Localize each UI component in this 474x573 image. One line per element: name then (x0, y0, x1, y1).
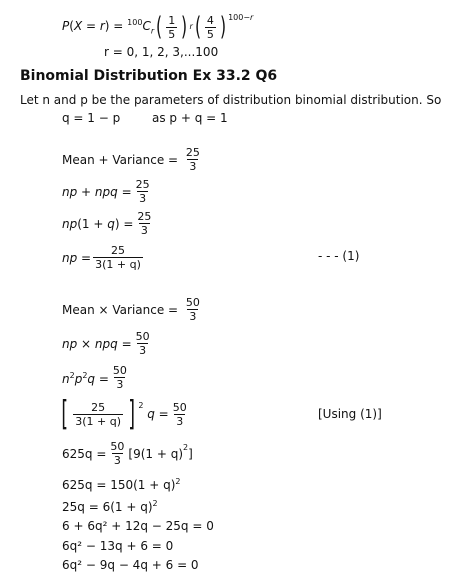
eq-np-npq: np + npq = $\frac{25}{3}$ (62, 178, 150, 205)
q-definition: q = 1 − p (62, 111, 121, 125)
fraction-50-3: 50 3 (185, 296, 200, 323)
eq-np-1q: np(1 + q) = $\frac{25}{3}$ (62, 210, 152, 237)
q-reason: as p + q = 1 (152, 111, 228, 125)
range-line: r = 0, 1, 2, 3,...100 (104, 45, 219, 59)
eq-n2p2q: $n^2p^2q$ = $\frac{50}{3}$ (62, 364, 127, 391)
eq-substitution: [ 25 3(1 + q) ] $^2$ q = $\frac{50}{3}$ (61, 394, 187, 434)
paren-close: ) (181, 12, 188, 42)
eq-625q-b: $625q = 150(1 + q)^2$ (62, 477, 181, 492)
intro-text: Let n and p be the parameters of distribution binomial distribution. So (20, 93, 442, 107)
equation-ref: - - - (1) (318, 249, 360, 263)
paren-open-2: ( (194, 12, 201, 42)
pmf-lhs: $P(X = r) = ^{100}C_r$ (62, 17, 155, 36)
fraction-25-3: $\frac{25}{3}$ (137, 210, 152, 237)
mean-plus-variance-eq: Mean + Variance = 25 3 (62, 146, 200, 173)
fraction-25-3-1q: 25 3(1 + q) (75, 400, 122, 428)
fraction-25-3: $\frac{25}{3}$ (135, 178, 150, 205)
fraction-50-3: $\frac{50}{3}$ (110, 440, 125, 467)
eq-625q-a: 625q = $\frac{50}{3}$ [9(1 + q) $^2$ ] (62, 440, 193, 467)
mean-times-label: Mean × Variance (62, 302, 165, 317)
fraction-50-3: $\frac{50}{3}$ (135, 330, 150, 357)
fraction-one-fifth: 1 5 (168, 13, 176, 41)
eq-25q: $25q = 6(1 + q)^2$ (62, 499, 158, 514)
fraction-50-3: $\frac{50}{3}$ (172, 400, 187, 428)
page-heading: Binomial Distribution Ex 33.2 Q6 (20, 68, 278, 84)
pmf-formula: $P(X = r) = ^{100}C_r$ ( 1 5 ) r ( 4 5 ) $^{100-r}$ (62, 12, 254, 42)
eq-quadratic: 6q² − 13q + 6 = 0 (62, 539, 174, 553)
eq-np-x-npq: np × npq = $\frac{50}{3}$ (62, 330, 150, 357)
fraction-25-3: 25 3 (185, 146, 200, 173)
eq-np-value: np = $\frac{25}{3(1 + q)}$ (62, 244, 141, 271)
bracket-open: [ (61, 394, 68, 434)
eq-expanded: 6 + 6q² + 12q − 25q = 0 (62, 519, 214, 533)
paren-open: ( (156, 12, 163, 42)
fraction-50-3: $\frac{50}{3}$ (112, 364, 127, 391)
fraction-25-3-1q: $\frac{25}{3(1 + q)}$ (95, 244, 141, 271)
bracket-close: ] (128, 394, 135, 434)
fraction-four-fifths: 4 5 (206, 13, 214, 41)
paren-close-2: ) (219, 12, 227, 42)
using-ref: [Using (1)] (318, 407, 382, 421)
mean-plus-label: Mean + Variance (62, 152, 165, 167)
mean-times-variance-eq: Mean × Variance = 50 3 (62, 296, 200, 323)
eq-split: 6q² − 9q − 4q + 6 = 0 (62, 558, 199, 572)
